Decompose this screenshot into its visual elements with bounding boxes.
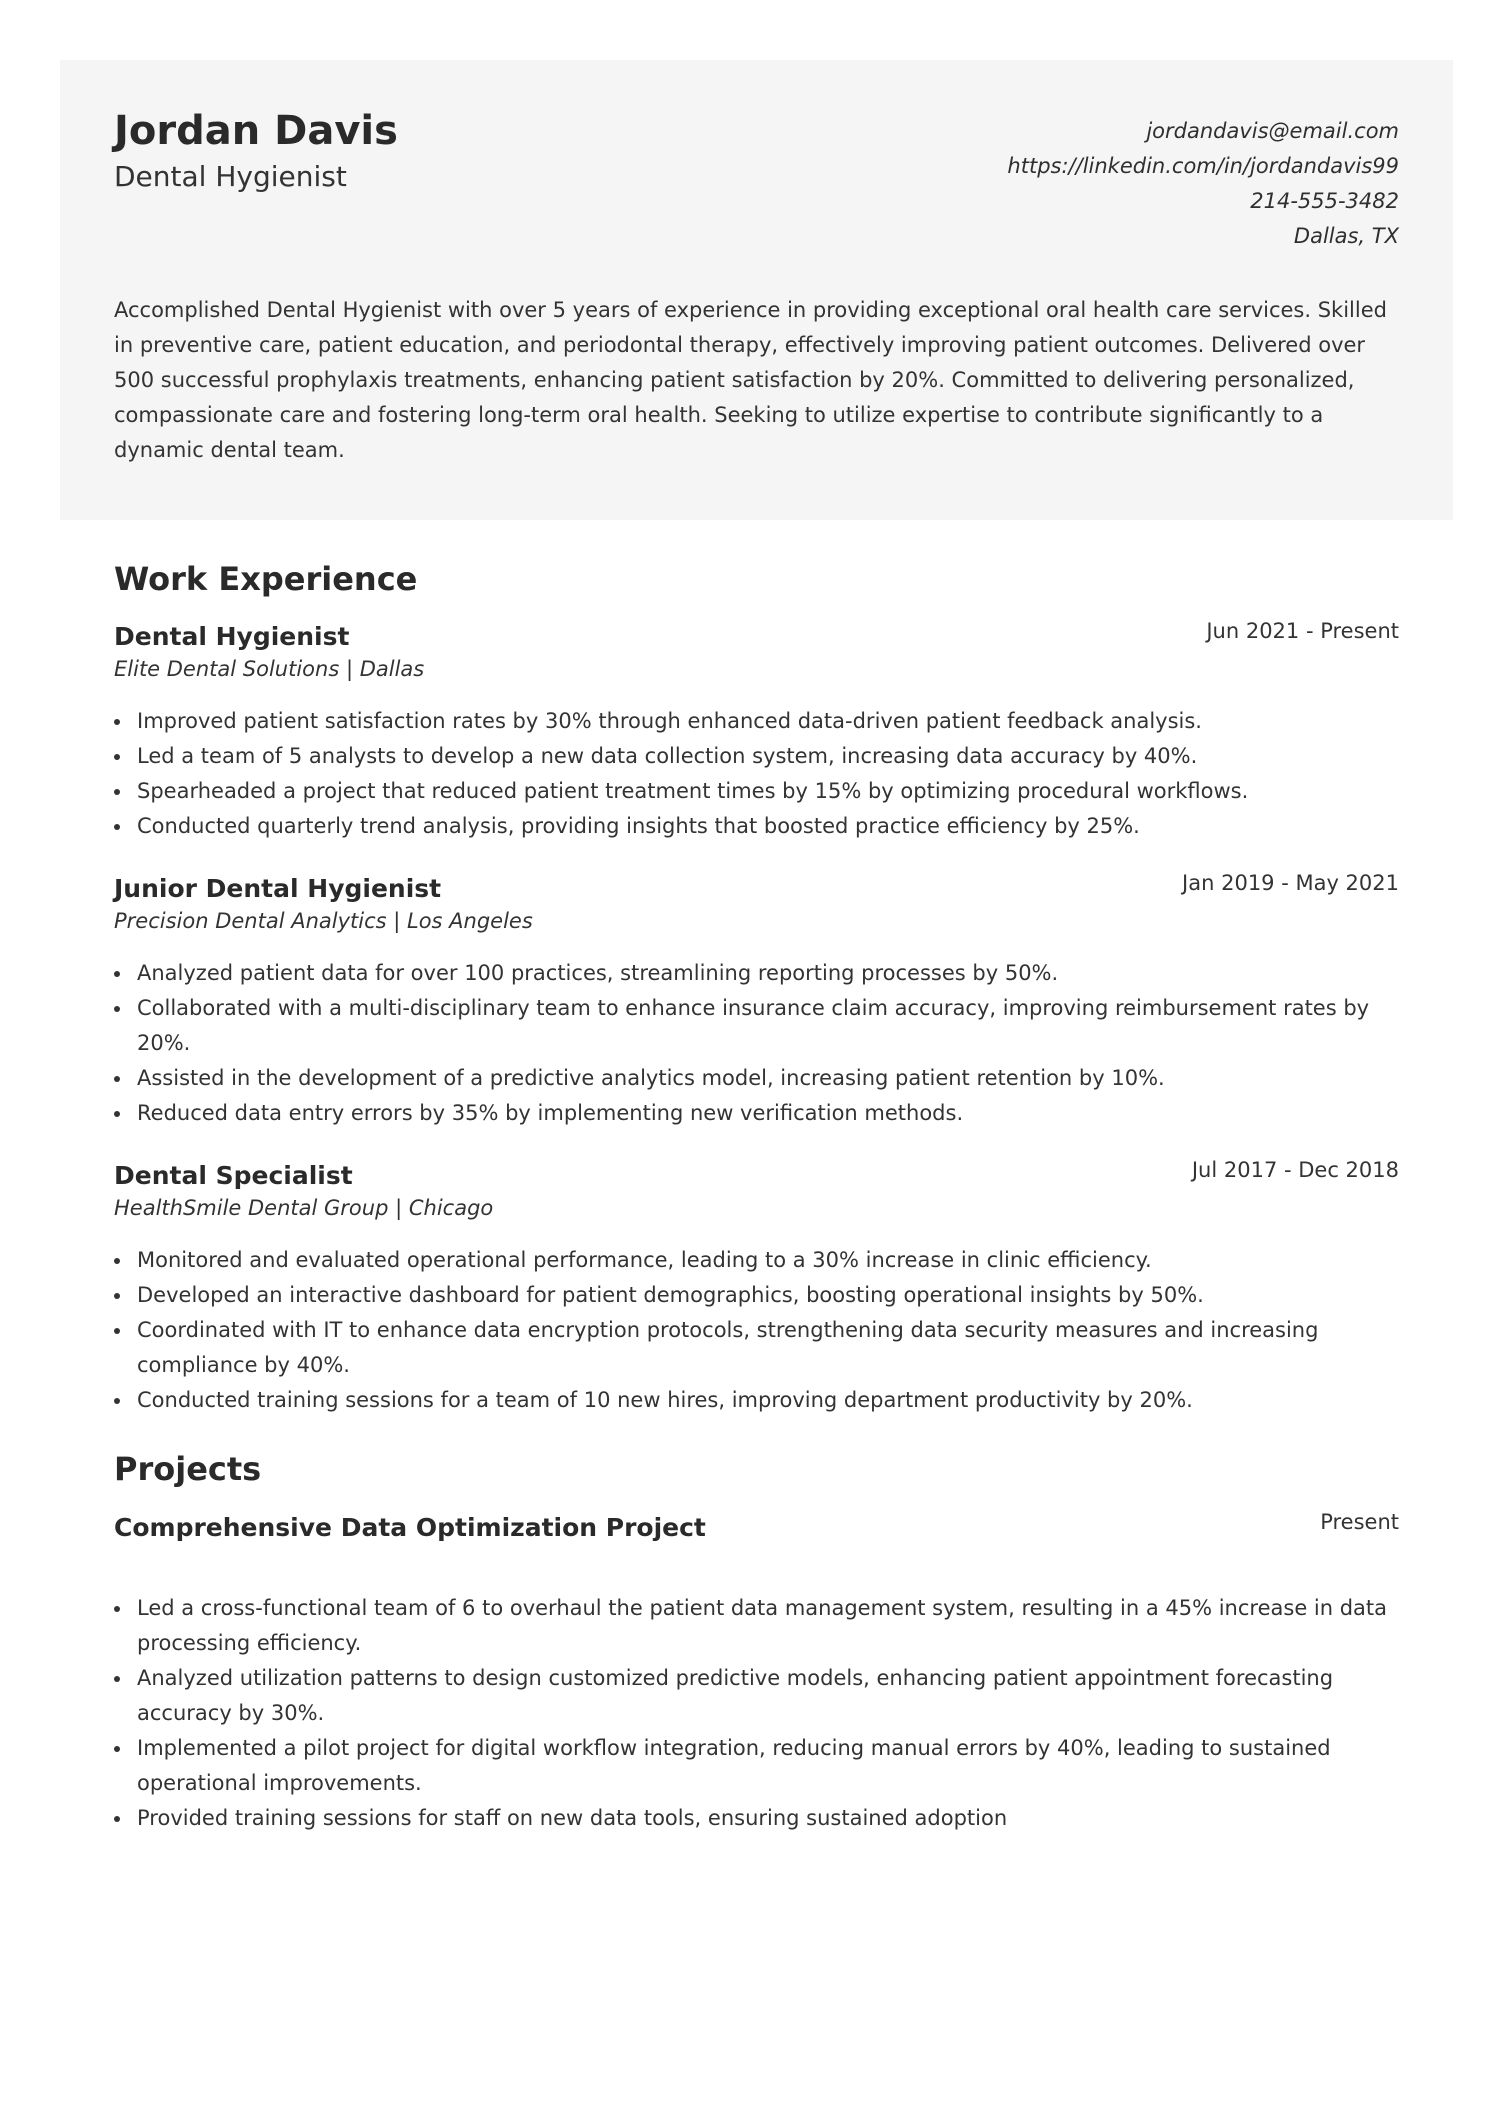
bullet-item: Reduced data entry errors by 35% by implementing new verification methods. [114,1096,1399,1131]
work-experience-section [114,560,1399,1418]
candidate-name: Jordan Davis [114,108,398,154]
bullet-item: Collaborated with a multi-disciplinary team to enhance insurance claim accuracy, improving reimbursement rates by 20%. [114,991,1399,1061]
candidate-role: Dental Hygienist [114,160,347,193]
bullet-item: Provided training sessions for staff on new data tools, ensuring sustained adoption [114,1801,1399,1836]
contact-email[interactable]: jordandavis@email.com [1146,119,1399,143]
bullet-item: Led a cross-functional team of 6 to overhaul the patient data management system, resulting in a 45% increase in data processing efficiency. [114,1591,1399,1661]
bullet-item: Spearheaded a project that reduced patient treatment times by 15% by optimizing procedural workflows. [114,774,1399,809]
job-entry [114,620,1399,844]
professional-summary: Accomplished Dental Hygienist with over 5 years of experience in providing exceptional oral health care services. Skilled in preventive care, patient education, and periodontal therapy, effectively improving patient outcomes. Delivered over 500 successful prophylaxis treatments, enhancing patient satisfaction by 20%. Committed to delivering personalized, compassionate care and fostering long-term oral health. Seeking to utilize expertise to contribute significantly to a dynamic dental team. [114,298,1387,462]
contact-info [1007,114,1399,254]
section-title-projects: Projects [114,1450,262,1489]
job-dates: Jan 2019 - May 2021 [1182,871,1399,896]
job-bullets [114,1243,1399,1418]
bullet-item: Coordinated with IT to enhance data encryption protocols, strengthening data security measures and increasing compliance by 40%. [114,1313,1399,1383]
resume-header [60,60,1453,520]
contact-phone: 214-555-3482 [1250,189,1399,213]
job-company: Elite Dental Solutions | Dallas [114,657,425,682]
bullet-item: Developed an interactive dashboard for patient demographics, boosting operational insights by 50%. [114,1278,1399,1313]
bullet-item: Implemented a pilot project for digital workflow integration, reducing manual errors by 40%, leading to sustained operational improvements. [114,1731,1399,1801]
job-title: Dental Specialist [114,1161,353,1191]
job-entry [114,1159,1399,1418]
bullet-item: Led a team of 5 analysts to develop a new data collection system, increasing data accuracy by 40%. [114,739,1399,774]
contact-linkedin[interactable]: https://linkedin.com/in/jordandavis99 [1007,154,1399,178]
job-title: Dental Hygienist [114,622,350,652]
job-dates: Jun 2021 - Present [1206,619,1399,644]
bullet-item: Improved patient satisfaction rates by 30% through enhanced data-driven patient feedback analysis. [114,704,1399,739]
project-dates: Present [1320,1509,1399,1534]
job-bullets [114,704,1399,844]
job-bullets [114,956,1399,1131]
bullet-item: Analyzed patient data for over 100 practices, streamlining reporting processes by 50%. [114,956,1399,991]
projects-section [114,1450,1399,1835]
bullet-item: Conducted training sessions for a team of 10 new hires, improving department productivity by 20%. [114,1383,1399,1418]
project-title: Comprehensive Data Optimization Project [114,1512,706,1542]
project-entry [114,1511,1399,1836]
job-dates: Jul 2017 - Dec 2018 [1191,1158,1399,1183]
project-bullets [114,1591,1399,1836]
section-title-work: Work Experience [114,560,418,598]
resume-body [114,560,1399,1864]
bullet-item: Assisted in the development of a predictive analytics model, increasing patient retention by 10%. [114,1061,1399,1096]
bullet-item: Conducted quarterly trend analysis, providing insights that boosted practice efficiency by 25%. [114,809,1399,844]
bullet-item: Analyzed utilization patterns to design customized predictive models, enhancing patient appointment forecasting accuracy by 30%. [114,1661,1399,1731]
bullet-item: Monitored and evaluated operational performance, leading to a 30% increase in clinic efficiency. [114,1243,1399,1278]
job-company: Precision Dental Analytics | Los Angeles [114,909,533,934]
contact-location: Dallas, TX [1293,224,1399,248]
job-company: HealthSmile Dental Group | Chicago [114,1196,494,1221]
job-title: Junior Dental Hygienist [114,874,442,904]
job-entry [114,872,1399,1131]
